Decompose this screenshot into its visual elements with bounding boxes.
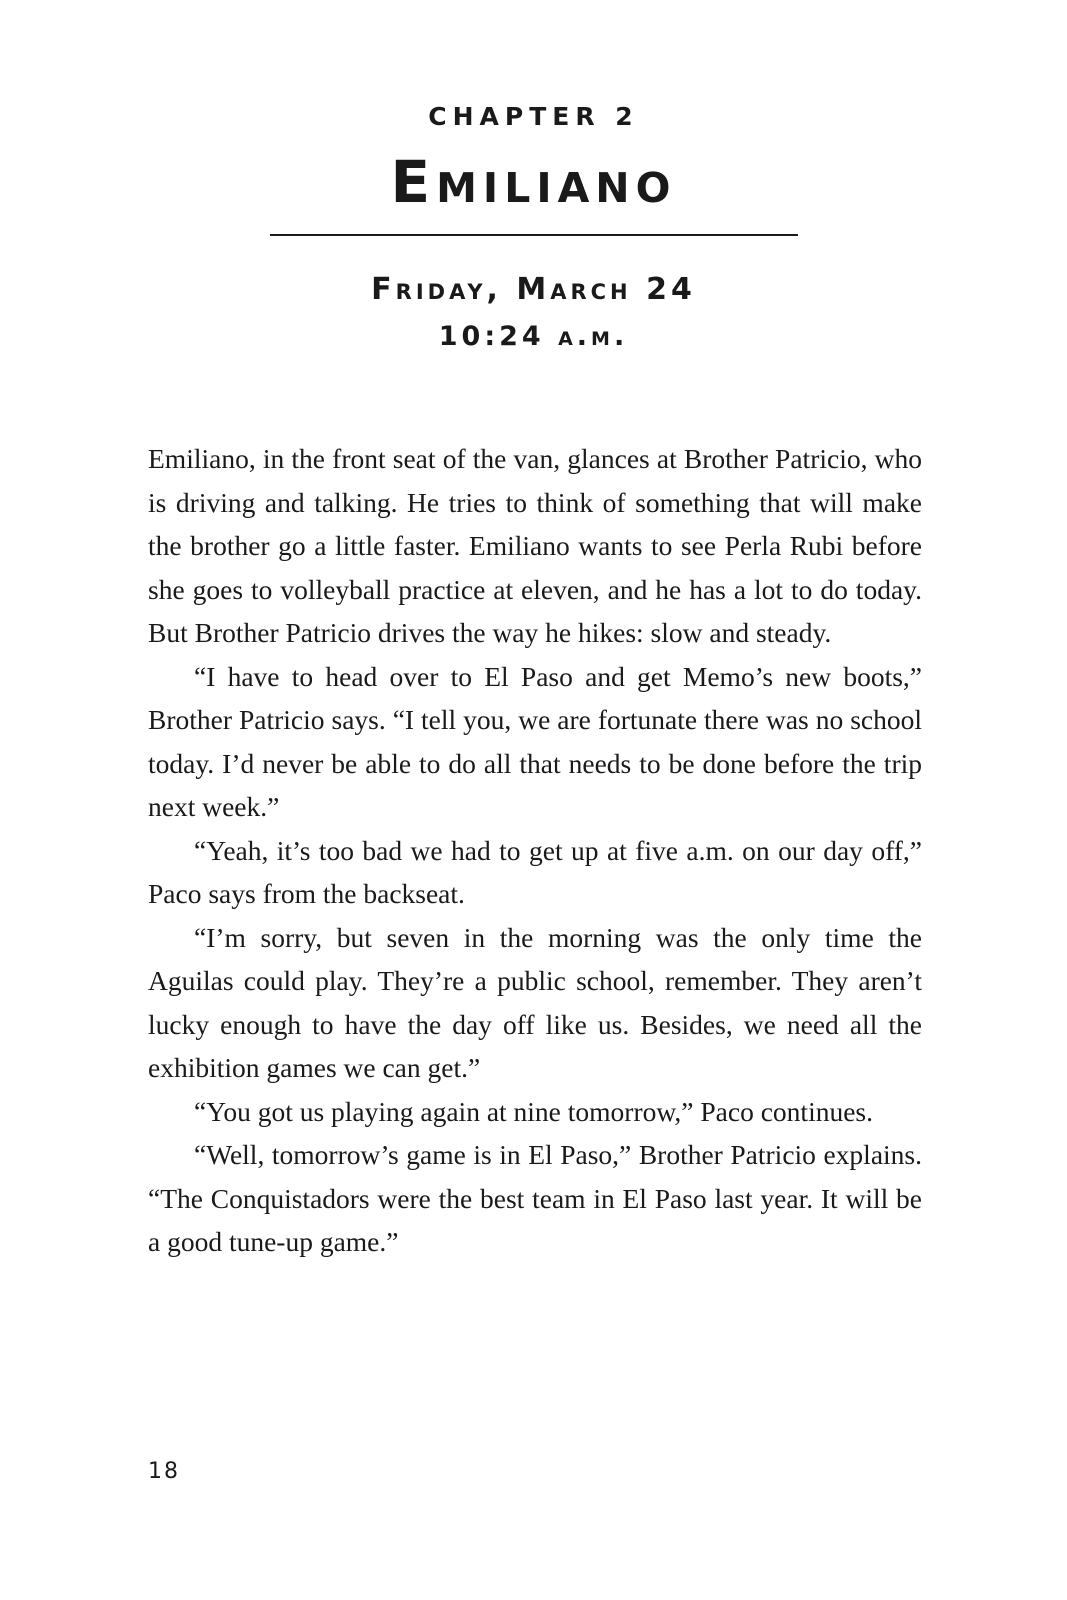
dateline-date: Friday, March 24 <box>371 272 696 307</box>
paragraph: “You got us playing again at nine tomorrow,” Paco continues. <box>194 1095 873 1127</box>
paragraph: “Yeah, it’s too bad we had to get up at five a.m. on our day off,” Paco says from the backseat. <box>148 834 922 909</box>
paragraph: “I’m sorry, but seven in the morning was the only time the Aguilas could play. They’re a public school, remember. They aren’t lucky enough to have the day off like us. Besides, we need all the exhibition games we can get.” <box>148 921 922 1083</box>
chapter-body <box>148 437 922 1264</box>
dateline-time: 10:24 a.m. <box>438 321 629 352</box>
paragraph: “Well, tomorrow’s game is in El Paso,” Brother Patricio explains. “The Conquistadors were the best team in El Paso last year. It will be a good tune-up game.” <box>148 1139 922 1257</box>
page-number: 18 <box>148 1459 180 1484</box>
title-divider <box>270 234 798 236</box>
paragraph: Emiliano, in the front seat of the van, glances at Brother Patricio, who is driving and talking. He tries to think of something that will make the brother go a little faster. Emiliano wants to see Perla Rubi before she goes to volleyball practice at eleven, and he has a lot to do today. But Brother Patricio drives the way he hikes: slow and steady. <box>148 443 922 648</box>
chapter-label: CHAPTER 2 <box>428 102 639 131</box>
paragraph: “I have to head over to El Paso and get Memo’s new boots,” Brother Patricio says. “I tell you, we are fortunate there was no school today. I’d never be able to do all that needs to be done before the trip next week.” <box>148 660 922 822</box>
chapter-title: Emiliano <box>390 148 677 216</box>
